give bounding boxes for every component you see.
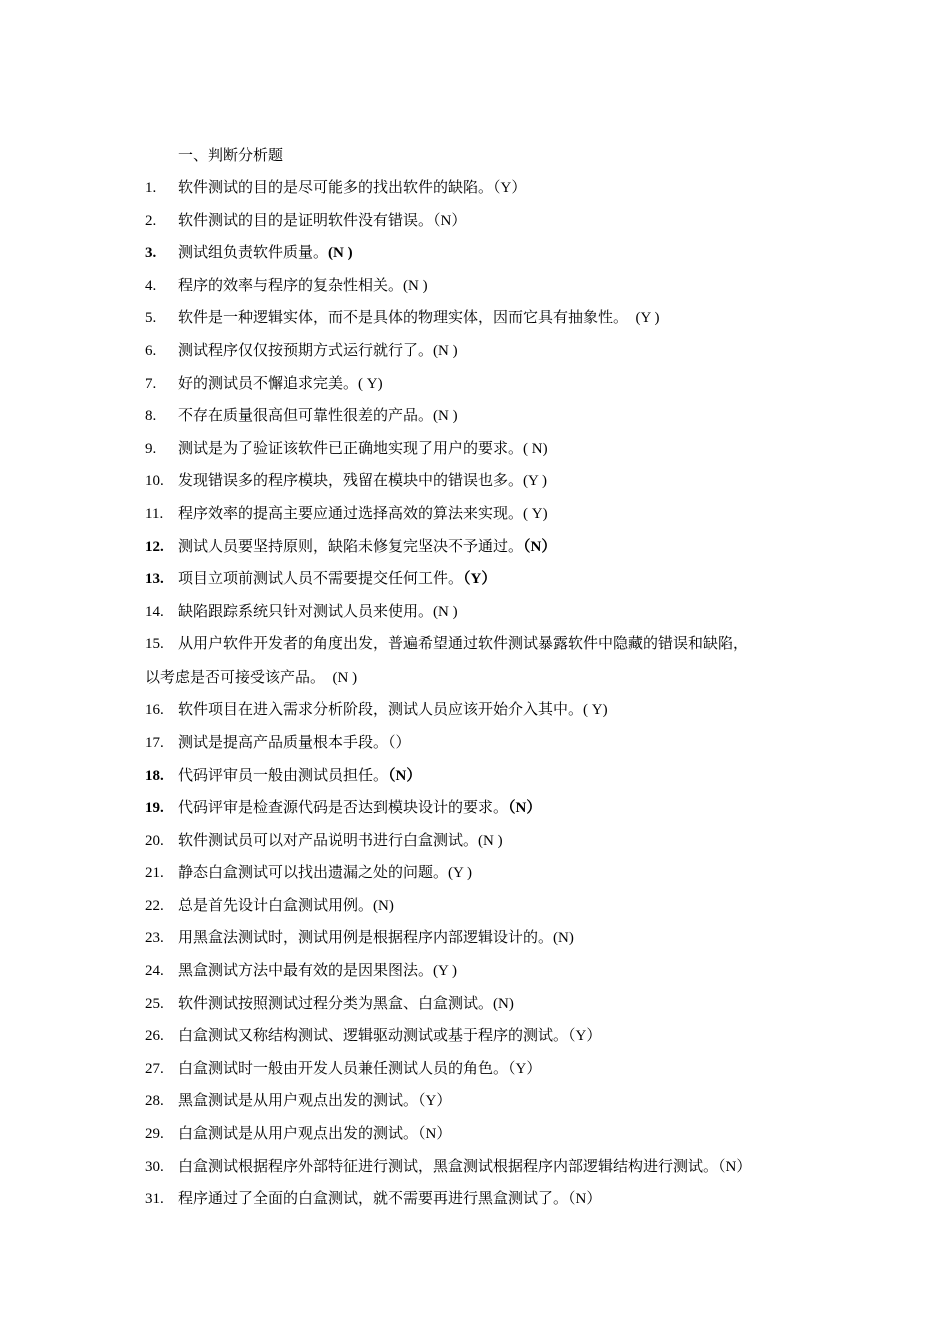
question-item (145, 567, 825, 589)
question-item (145, 959, 825, 981)
question-answer: ( N) (523, 440, 548, 457)
question-text: 发现错误多的程序模块，残留在模块中的错误也多。 (178, 471, 524, 490)
question-number: 2. (145, 212, 157, 229)
question-item (145, 274, 825, 296)
question-text: 测试组负责软件质量。 (178, 243, 329, 262)
question-answer: (N) (553, 930, 574, 947)
question-number: 5. (145, 310, 157, 327)
question-number: 11. (145, 505, 164, 522)
question-number: 25. (145, 995, 164, 1012)
question-item (145, 209, 825, 231)
question-number: 14. (145, 603, 164, 620)
question-text: 测试是提高产品质量根本手段。 (178, 732, 389, 751)
question-text: 白盒测试是从用户观点出发的测试。 (178, 1124, 419, 1143)
question-answer: （N） (523, 538, 557, 555)
question-number: 26. (145, 1028, 164, 1045)
question-number: 12. (145, 538, 164, 555)
question-answer: (N ) (325, 670, 358, 687)
question-item (145, 469, 825, 491)
question-number: 7. (145, 375, 157, 392)
question-item (145, 894, 825, 916)
question-answer: （N） (418, 1126, 452, 1143)
question-number: 4. (145, 277, 157, 294)
question-number: 19. (145, 800, 164, 817)
question-item (145, 404, 825, 426)
question-item (145, 992, 825, 1014)
question-text: 白盒测试根据程序外部特征进行测试，黑盒测试根据程序内部逻辑结构进行测试。 (178, 1156, 719, 1175)
question-answer: （Y） (568, 1028, 602, 1045)
question-number: 1. (145, 180, 157, 196)
question-text: 总是首先设计白盒测试用例。 (178, 895, 374, 914)
question-item (145, 241, 825, 263)
question-answer: （N） (508, 800, 542, 817)
question-answer: （Y） (463, 571, 497, 588)
question-text: 静态白盒测试可以找出遗漏之处的问题。 (178, 863, 449, 882)
question-text: 用黑盒法测试时，测试用例是根据程序内部逻辑设计的。 (178, 928, 554, 947)
question-answer: （N） (388, 767, 422, 784)
question-answer: (N) (373, 897, 394, 914)
question-number: 23. (145, 930, 164, 947)
question-number: 16. (145, 702, 164, 719)
question-answer: （N） (433, 212, 467, 229)
question-answer: （） (388, 734, 411, 751)
question-text: 缺陷跟踪系统只针对测试人员来使用。 (178, 601, 434, 620)
question-text: 程序效率的提高主要应通过选择高效的算法来实现。 (178, 503, 524, 522)
question-answer: (N ) (433, 603, 458, 620)
question-item (145, 731, 825, 753)
question-item (145, 600, 825, 622)
question-answer: （Y） (508, 1060, 542, 1077)
question-item (145, 861, 825, 883)
question-answer: (Y ) (628, 310, 660, 327)
question-item (145, 764, 825, 786)
question-number: 30. (145, 1158, 164, 1175)
question-item (145, 339, 825, 361)
question-number: 21. (145, 865, 164, 882)
question-answer: (N ) (433, 408, 458, 425)
question-item (145, 535, 825, 557)
question-answer: (N ) (328, 245, 353, 262)
question-item (145, 926, 825, 948)
question-number: 31. (145, 1191, 164, 1208)
question-number: 10. (145, 473, 164, 490)
question-text: 代码评审是检查源代码是否达到模块设计的要求。 (178, 798, 509, 817)
question-text-continued-line: 以考虑是否可接受该产品。 (145, 668, 326, 687)
question-answer: ( Y) (523, 505, 548, 522)
question-item (145, 306, 825, 328)
question-text: 代码评审员一般由测试员担任。 (178, 765, 389, 784)
question-text: 项目立项前测试人员不需要提交任何工件。 (178, 569, 464, 588)
question-item (145, 1187, 825, 1209)
question-answer: (Y ) (523, 473, 548, 490)
question-number: 18. (145, 767, 164, 784)
question-text: 测试人员要坚持原则，缺陷未修复完坚决不予通过。 (178, 536, 524, 555)
question-text: 好的测试员不懈追求完美。 (178, 373, 359, 392)
question-item (145, 1122, 825, 1144)
question-text: 白盒测试又称结构测试、逻辑驱动测试或基于程序的测试。 (178, 1026, 569, 1045)
question-text: 软件测试员可以对产品说明书进行白盒测试。 (178, 830, 479, 849)
question-item (145, 829, 825, 851)
question-answer: ( Y) (358, 375, 383, 392)
question-answer: (N ) (433, 342, 458, 359)
question-item (145, 698, 825, 720)
question-text: 软件测试的目的是证明软件没有错误。 (178, 210, 434, 229)
question-number: 17. (145, 734, 164, 751)
question-answer: （Y） (493, 180, 527, 196)
question-number: 3. (145, 245, 157, 262)
question-text-continued (145, 666, 825, 689)
question-text: 白盒测试时一般由开发人员兼任测试人员的角色。 (178, 1058, 509, 1077)
question-item (145, 437, 825, 459)
question-text: 从用户软件开发者的角度出发，普遍希望通过软件测试暴露软件中隐藏的错误和缺陷， (178, 634, 749, 653)
question-answer: （N） (568, 1191, 602, 1208)
question-item (145, 176, 825, 198)
question-list (145, 176, 825, 1220)
question-number: 6. (145, 342, 157, 359)
question-item (145, 796, 825, 818)
question-text: 软件项目在进入需求分析阶段，测试人员应该开始介入其中。 (178, 700, 584, 719)
question-text: 程序通过了全面的白盒测试，就不需要再进行黑盒测试了。 (178, 1189, 569, 1208)
question-text: 软件是一种逻辑实体，而不是具体的物理实体，因而它具有抽象性。 (178, 308, 629, 327)
question-answer: (Y ) (433, 963, 458, 980)
question-answer: (N ) (403, 277, 428, 294)
question-item (145, 502, 825, 524)
question-answer: (N) (493, 995, 514, 1012)
question-number: 28. (145, 1093, 164, 1110)
question-text: 黑盒测试是从用户观点出发的测试。 (178, 1091, 419, 1110)
question-text: 软件测试按照测试过程分类为黑盒、白盒测试。 (178, 993, 494, 1012)
question-text: 不存在质量很高但可靠性很差的产品。 (178, 406, 434, 425)
question-number: 9. (145, 440, 157, 457)
question-number: 27. (145, 1060, 164, 1077)
question-answer: ( Y) (583, 702, 608, 719)
question-item (145, 1155, 825, 1177)
question-text: 程序的效率与程序的复杂性相关。 (178, 275, 404, 294)
question-number: 15. (145, 636, 164, 653)
question-number: 24. (145, 963, 164, 980)
question-number: 29. (145, 1126, 164, 1143)
question-text: 软件测试的目的是尽可能多的找出软件的缺陷。 (178, 178, 494, 196)
question-text: 黑盒测试方法中最有效的是因果图法。 (178, 961, 434, 980)
question-text: 测试是为了验证该软件已正确地实现了用户的要求。 (178, 438, 524, 457)
question-item (145, 1089, 825, 1111)
question-number: 22. (145, 897, 164, 914)
question-item (145, 632, 825, 689)
question-answer: (N ) (478, 832, 503, 849)
question-number: 8. (145, 408, 157, 425)
question-answer: （N） (718, 1158, 752, 1175)
question-answer: (Y ) (448, 865, 473, 882)
question-number: 13. (145, 571, 164, 588)
question-item (145, 1057, 825, 1079)
question-item (145, 372, 825, 394)
question-answer: （Y） (418, 1093, 452, 1110)
section-title: 一、判断分析题 (178, 146, 284, 164)
question-text: 测试程序仅仅按预期方式运行就行了。 (178, 340, 434, 359)
question-number: 20. (145, 832, 164, 849)
question-item (145, 1024, 825, 1046)
